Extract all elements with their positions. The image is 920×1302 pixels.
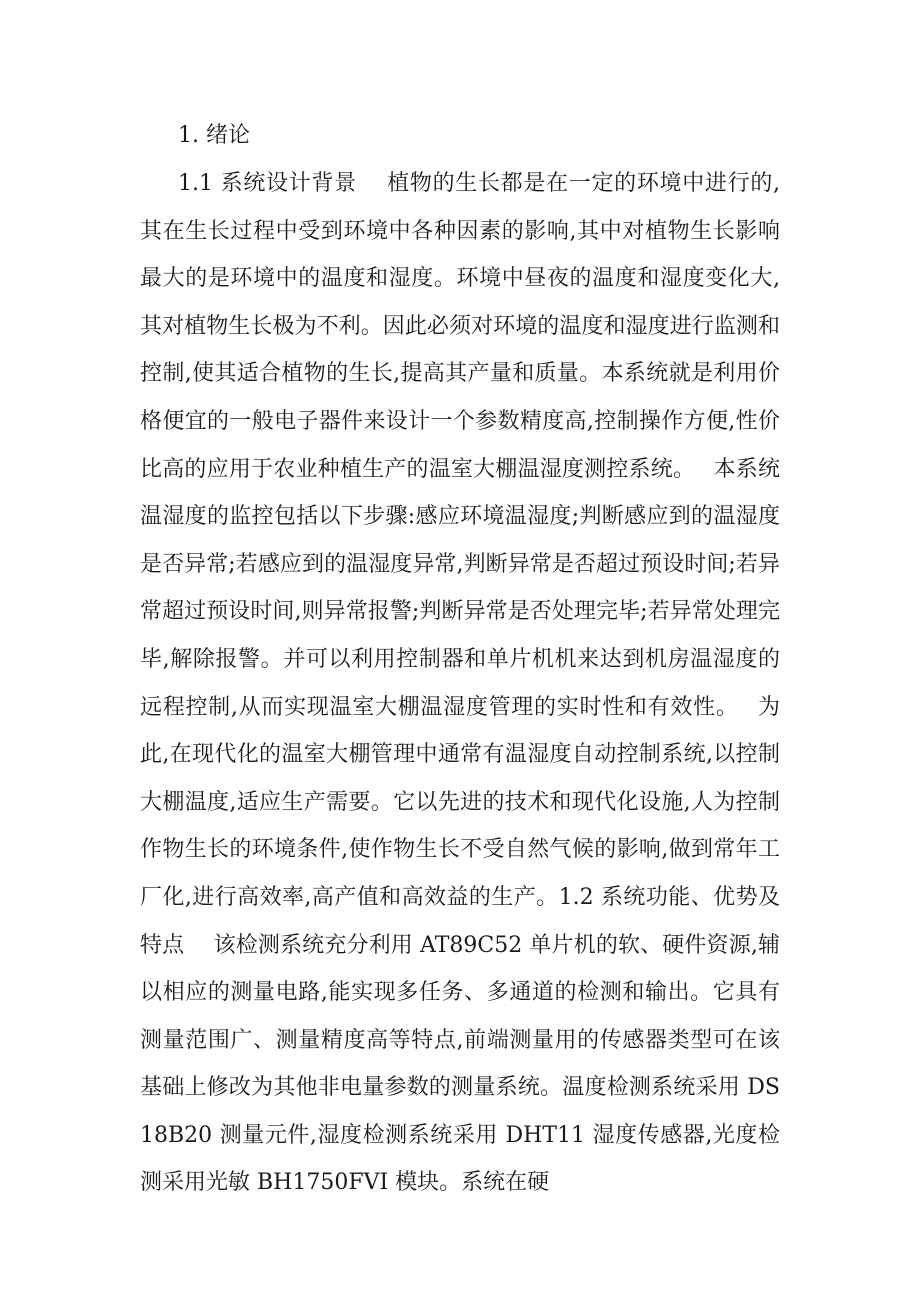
section-heading: 1. 绪论: [178, 123, 250, 148]
body-paragraph: 1.1 系统设计背景 植物的生长都是在一定的环境中进行的,其在生长过程中受到环境中各种因素的影响,其中对植物生长影响最大的是环境中的温度和湿度。环境中昼夜的温度和湿度变化大,其对植物生长极为不利。因此必须对环境的温度和湿度进行监测和控制,使其适合植物的生长,提高其产量和质量。本系统就是利用价格便宜的一般电子器件来设计一个参数精度高,控制操作方便,性价比高的应用于农业种植生产的温室大棚温湿度测控系统。 本系统温湿度的监控包括以下步骤:感应环境温湿度;判断感应到的温湿度是否异常;若感应到的温湿度异常,判断异常是否超过预设时间;若异常超过预设时间,则异常报警;判断异常是否处理完毕;若异常处理完毕,解除报警。并可以利用控制器和单片机机来达到机房温湿度的远程控制,从而实现温室大棚温湿度管理的实时性和有效性。 为此,在现代化的温室大棚管理中通常有温湿度自动控制系统,以控制大棚温度,适应生产需要。它以先进的技术和现代化设施,人为控制作物生长的环境条件,使作物生长不受自然气候的影响,做到常年工厂化,进行高效率,高产值和高效益的生产。1.2 系统功能、优势及特点 该检测系统充分利用 AT89C52 单片机的软、硬件资源,辅以相应的测量电路,能实现多任务、多通道的检测和输出。它具有测量范围广、测量精度高等特点,前端测量用的传感器类型可在该基础上修改为其他非电量参数的测量系统。温度检测系统采用 DS18B20 测量元件,湿度检测系统采用 DHT11 湿度传感器,光度检测采用光敏 BH1750FVI 模块。系统在硬: [140, 171, 780, 1196]
